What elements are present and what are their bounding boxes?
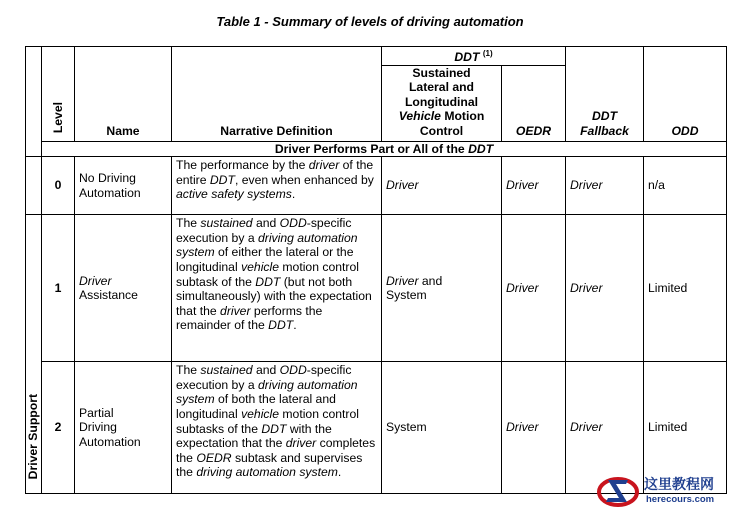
level-number: 2 (42, 362, 75, 494)
narrative-definition: The sustained and ODD-specific execution by a driving automation system of both the lateral and longitudinal vehicle motion control subtasks of the DDT with the expectation that the driver completes the OEDR subtask and supervises the driving automation system. (172, 362, 382, 494)
header-level: Level (42, 47, 75, 142)
sustained-control-cell: System (382, 362, 502, 494)
fallback-ddt-word: DDT (591, 109, 618, 124)
fallback-word: Fallback (580, 124, 629, 139)
fallback-cell: Driver (566, 215, 644, 362)
sidebar-driver-support: Driver Support (26, 215, 42, 494)
sidebar-level0-blank (26, 157, 42, 215)
level-name: No Driving Automation (75, 157, 172, 215)
watermark-text-en: herecours.com (646, 494, 715, 505)
header-ddt-group: DDT $^{(1)}$ (382, 47, 566, 66)
oedr-cell: Driver (502, 362, 566, 494)
fallback-cell: Driver (566, 362, 644, 494)
section-row: Driver Performs Part or All of the DDT (42, 141, 727, 157)
watermark-text-cn: 这里教程网 (644, 477, 714, 493)
level-number: 0 (42, 157, 75, 215)
level-name: Driver Assistance (75, 215, 172, 362)
odd-cell: Limited (644, 362, 727, 494)
sustained-control-cell: Driver (382, 157, 502, 215)
narrative-definition: The sustained and ODD-specific execution by a driving automation system of either the lateral or the longitudinal vehicle motion control subtask of the DDT (but not both simultaneously) with the expectation that the driver performs the remainder of the DDT. (172, 215, 382, 362)
fallback-cell: Driver (566, 157, 644, 215)
header-fallback (566, 47, 644, 142)
level-name: Partial Driving Automation (75, 362, 172, 494)
sidebar-spacer (26, 47, 42, 157)
sustained-control-cell: Driver and System (382, 215, 502, 362)
automation-levels-table (25, 46, 727, 494)
header-odd: ODD (644, 47, 727, 142)
level-number: 1 (42, 215, 75, 362)
narrative-definition: The performance by the driver of the entire DDT, even when enhanced by active safety systems. (172, 157, 382, 215)
header-sustained: Sustained Lateral and Longitudinal Vehicle Motion Control (382, 65, 502, 141)
header-narrative: Narrative Definition (172, 47, 382, 142)
oedr-cell: Driver (502, 215, 566, 362)
odd-cell: n/a (644, 157, 727, 215)
oedr-cell: Driver (502, 157, 566, 215)
header-oedr: OEDR (502, 65, 566, 141)
watermark (596, 472, 736, 510)
table-caption: Table 1 - Summary of levels of driving automation (216, 14, 524, 29)
odd-cell: Limited (644, 215, 727, 362)
header-name: Name (75, 47, 172, 142)
watermark-logo-icon (596, 472, 640, 510)
